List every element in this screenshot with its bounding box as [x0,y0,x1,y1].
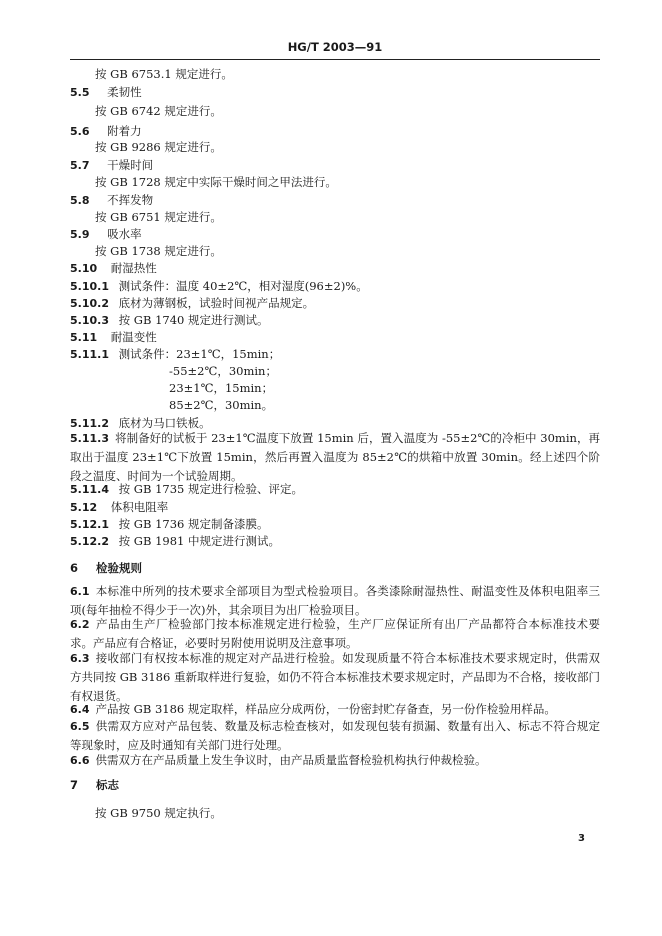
chapter-7-body: 按 GB 9750 规定执行。 [95,806,222,820]
section-number: 5.7 [70,159,90,172]
clause-text: 按 GB 1981 中规定进行测试。 [118,534,281,548]
chapter-title: 检验规则 [96,561,143,575]
clause-6-3 [70,649,600,706]
section-number: 5.8 [70,194,90,207]
clause-number: 5.12.1 [70,518,109,531]
section-title: 耐湿热性 [110,261,157,275]
clause-6-5 [70,717,600,755]
clause-text: 产品由生产厂检验部门按本标准规定进行检验，生产厂应保证所有出厂产品都符合本标准技术要求。产品应有合格证，必要时另附使用说明及注意事项。 [70,617,600,650]
clause-number: 5.10.3 [70,314,109,327]
clause-number: 5.11.4 [70,483,109,496]
clause-number: 5.12.2 [70,535,109,548]
clause-text: 按 GB 1740 规定进行测试。 [118,313,269,327]
clause-text: 本标准中所列的技术要求全部项目为型式检验项目。各类漆除耐湿热性、耐温变性及体积电阻率三项(每年抽检不得少于一次)外，其余项目为出厂检验项目。 [70,584,600,617]
section-title: 柔韧性 [107,85,142,99]
clause-text: 底材为薄钢板，试验时间视产品规定。 [118,296,315,310]
clause-number: 5.11.2 [70,417,109,430]
section-number: 5.12 [70,501,98,514]
clause-number: 5.10.2 [70,297,109,310]
chapter-7-heading [70,778,119,792]
section-5-9-body: 按 GB 1738 规定进行。 [95,244,222,258]
test-condition-line: -55±2℃，30min； [169,364,277,378]
clause-number: 5.10.1 [70,280,109,293]
clause-text: 产品按 GB 3186 规定取样，样品应分成两份，一份密封贮存备查，另一份作检验用样品。 [95,702,556,716]
section-5-9-heading [70,227,142,242]
section-number: 5.10 [70,262,98,275]
section-title: 干燥时间 [107,158,154,172]
clause-text: 供需双方应对产品包装、数量及标志检查核对，如发现包装有损漏、数量有出入、标志不符合规定等现象时，应及时通知有关部门进行处理。 [70,719,600,752]
clause-6-6 [70,751,600,770]
chapter-number: 6 [70,561,79,575]
section-title: 吸水率 [107,227,142,241]
clause-text: 按 GB 1736 规定制备漆膜。 [118,517,269,531]
clause-6-2 [70,615,600,653]
standard-header: HG/T 2003—91 [287,40,383,54]
section-5-11-heading [70,330,157,345]
clause-text: 供需双方在产品质量上发生争议时，由产品质量监督检验机构执行仲裁检验。 [95,753,487,767]
clause-5-11-3 [70,429,600,486]
section-5-7-body: 按 GB 1728 规定中实际干燥时间之甲法进行。 [95,175,337,189]
clause-5-12-1 [70,517,269,532]
clause-number: 6.5 [70,720,90,733]
clause-number: 5.11.3 [70,432,109,445]
section-5-5-body: 按 GB 6742 规定进行。 [95,104,222,118]
section-number: 5.9 [70,228,90,241]
clause-text: 按 GB 1735 规定进行检验、评定。 [118,482,304,496]
clause-5-10-1 [70,279,368,294]
clause-5-10-2 [70,296,314,311]
test-condition-line: 85±2℃，30min。 [169,398,274,412]
clause-text: 测试条件：温度 40±2℃，相对湿度(96±2)%。 [118,279,368,293]
section-title: 体积电阻率 [110,500,169,514]
clause-text: 测试条件：23±1℃，15min； [118,347,281,361]
clause-5-11-1 [70,347,280,362]
clause-text: 接收部门有权按本标准的规定对产品进行检验。如发现质量不符合本标准技术要求规定时，供需双方共同按 GB 3186 重新取样进行复验，如仍不符合本标准技术要求规定时，产品即为不合格，接收部门有权退货。 [70,651,600,703]
clause-number: 6.6 [70,754,90,767]
section-number: 5.5 [70,86,90,99]
section-title: 不挥发物 [107,193,154,207]
section-5-10-heading [70,261,157,276]
section-5-8-heading [70,193,153,208]
clause-text: 将制备好的试板于 23±1℃温度下放置 15min 后，置入温度为 -55±2℃的冷柜中 30min，再取出于温度 23±1℃下放置 15min，然后再置入温度为 85±2℃的烘箱中放置 30min。经上述四个阶段之温度、时间为一个试验周期。 [70,431,600,483]
clause-number: 6.1 [70,585,90,598]
clause-number: 6.4 [70,703,90,716]
section-5-6-heading [70,124,142,139]
section-5-6-body: 按 GB 9286 规定进行。 [95,140,222,154]
clause-text: 底材为马口铁板。 [118,416,211,430]
section-number: 5.11 [70,331,98,344]
section-5-12-heading [70,500,168,515]
header-rule [70,59,600,60]
section-5-8-body: 按 GB 6751 规定进行。 [95,210,222,224]
test-condition-line: 23±1℃，15min； [169,381,274,395]
chapter-title: 标志 [96,778,120,792]
section-5-7-heading [70,158,153,173]
clause-number: 6.3 [70,652,90,665]
page-number: 3 [578,833,585,844]
chapter-number: 7 [70,778,79,792]
chapter-6-heading [70,561,142,575]
section-5-5-heading [70,85,142,100]
section-title: 附着力 [107,124,142,138]
clause-number: 5.11.1 [70,348,109,361]
section-5-4-body: 按 GB 6753.1 规定进行。 [95,67,233,81]
clause-number: 6.2 [70,618,90,631]
clause-5-12-2 [70,534,280,549]
section-number: 5.6 [70,125,90,138]
section-title: 耐温变性 [110,330,157,344]
clause-5-10-3 [70,313,269,328]
clause-5-11-4 [70,482,303,497]
